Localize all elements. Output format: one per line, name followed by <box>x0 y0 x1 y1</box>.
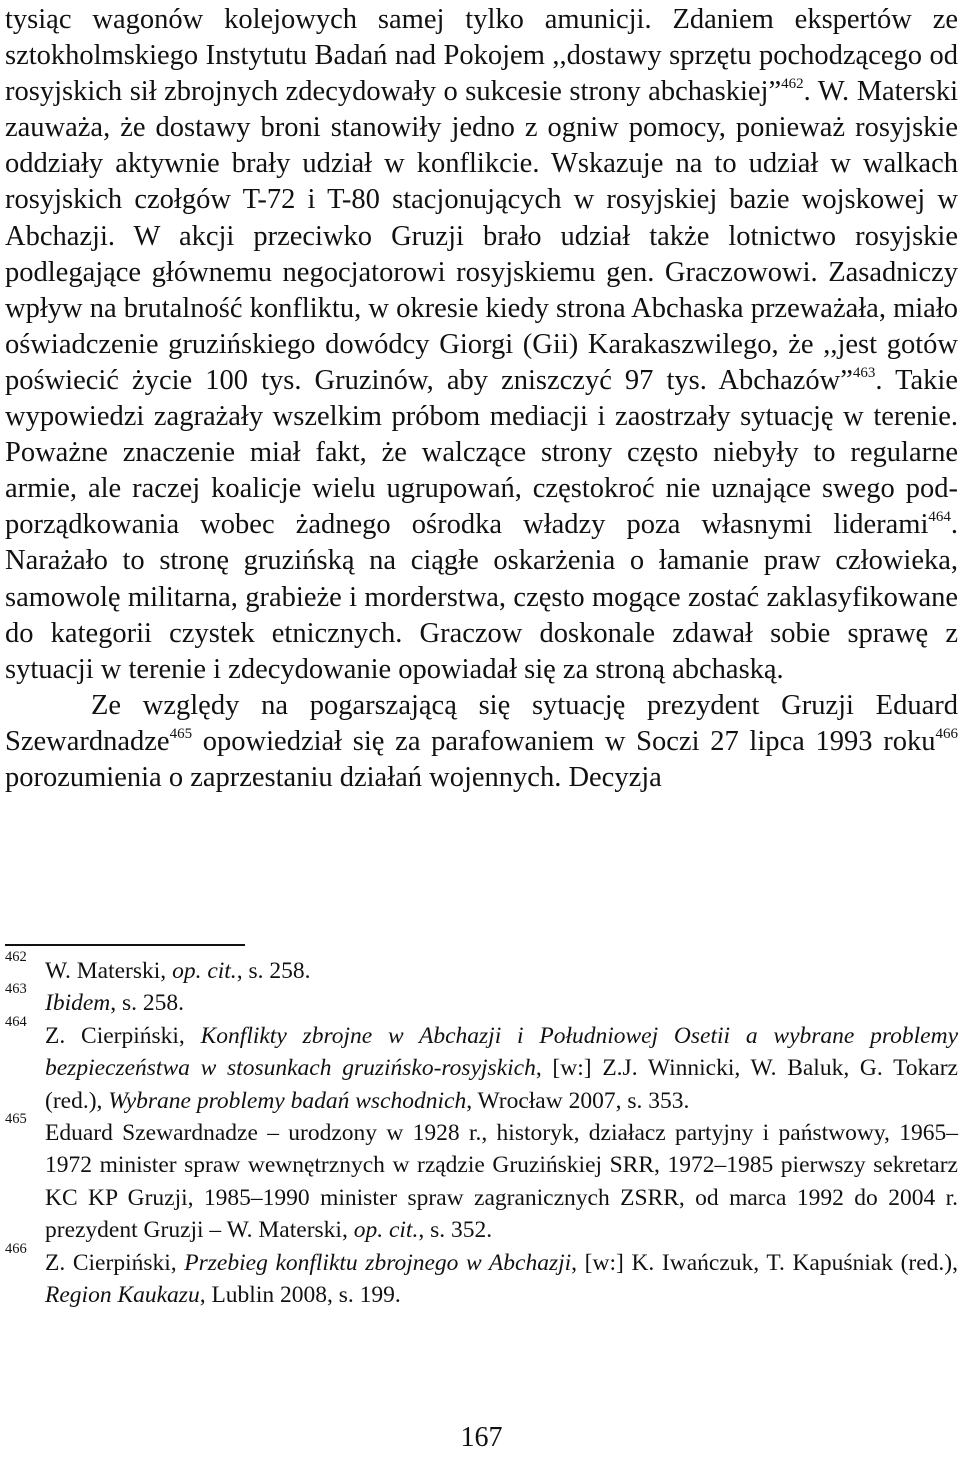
footnote-number: 462 <box>5 949 27 965</box>
footnote-separator <box>5 944 245 946</box>
footnote-462 <box>5 949 958 987</box>
body-paragraph <box>5 688 958 796</box>
footnote-italic: op. cit. <box>353 1217 419 1244</box>
footnote-reference[interactable]: 464 <box>928 509 951 526</box>
footnote-number: 466 <box>5 1240 27 1257</box>
footnote-reference[interactable]: 465 <box>169 725 193 742</box>
footnote-italic: Wybrane problemy badań wschodnich <box>108 1087 467 1114</box>
footnote-italic: Ibidem <box>45 990 111 1017</box>
footnote-text: , Wrocław 2007, s. 353. <box>466 1087 690 1114</box>
footnote-reference[interactable]: 466 <box>935 725 958 742</box>
footnote-text: W. Materski, <box>45 958 173 984</box>
footnote-number: 465 <box>5 1111 27 1128</box>
footnote-466 <box>5 1240 958 1312</box>
footnotes-section <box>5 949 958 1311</box>
body-paragraph <box>5 2 958 688</box>
text-run: . Takie wypowiedzi zagrażały wszelkim próbom mediacji i zaostrzały sytuację w terenie. Poważne znaczenie miał fakt, że walczące strony często niebyły to regularne armie, ale raczej koalicje wielu ugrupowań, częstokroć nie uznające swego podporządkowania wobec żadnego ośrodka władzy poza własnymi liderami <box>5 364 958 541</box>
text-run: tysiąc wagonów kolejowych samej tylko amunicji. Zdaniem ekspertów ze sztokholmskiego Instytutu Badań nad Pokojem ,,dostawy sprzętu pochodzącego od rosyjskich sił zbrojnych zdecydowały o sukcesie strony abchaskiej” <box>5 4 958 108</box>
footnote-italic: Region Kaukazu <box>45 1282 200 1309</box>
footnote-text: Z. Cierpiński, <box>45 1022 201 1049</box>
text-run: . Narażało to stronę gruzińską na ciągłe oskarżenia o łamanie praw człowieka, samowolę militarna, grabieże i morderstwa, często mogące zostać zaklasyfikowane do kategorii czystek etnicznych. Graczow doskonale zdawał sobie sprawę z sytuacji w terenie i zdecydowanie opowiadał się za stroną abchaską. <box>5 509 958 685</box>
main-text <box>5 2 958 796</box>
footnote-text: , s. 258. <box>110 990 185 1017</box>
footnote-italic: Przebieg konfliktu zbrojnego w Abchazji <box>184 1249 572 1276</box>
footnote-italic: Konflikty zbrojne w Abchazji i Południowej Osetii a wybrane problemy bezpieczeństwa w stosunkach gruzińsko-rosyjskich <box>45 1022 958 1082</box>
footnote-text: , s. 258. <box>236 958 311 984</box>
footnote-reference[interactable]: 462 <box>781 76 804 93</box>
footnote-text: Z. Cierpiński, <box>45 1249 185 1276</box>
footnote-464 <box>5 1013 958 1117</box>
text-run: Ze względy na pogarszającą się sytuację prezydent Gruzji Eduard Szewardnadze <box>5 689 958 757</box>
footnote-text: Eduard Szewardnadze – urodzony w 1928 r., historyk, działacz partyjny i państwowy, 1965–1972 minister spraw wewnętrznych w rządzie Gruzińskiej SRR, 1972–1985 pierwszy sekretarz KC KP Gruzji, 1985–1990 minister spraw zagranicznych ZSRR, od marca 1992 do 2004 r. prezydent Gruzji – W. Materski, <box>45 1120 958 1244</box>
page-number: 167 <box>460 1422 503 1453</box>
footnote-number: 464 <box>5 1013 27 1030</box>
footnote-italic: op. cit. <box>172 958 237 984</box>
footnote-number: 463 <box>5 981 27 998</box>
footnote-text: , [w:] Z.J. Winnicki, W. Baluk, G. Tokarz (red.), <box>45 1055 958 1114</box>
document-page <box>5 0 958 1457</box>
footnote-463 <box>5 981 958 1019</box>
text-run: porozumienia o zaprzestaniu działań wojennych. Decyzja <box>5 761 662 793</box>
text-run: . W. Materski zauważa, że dostawy broni stanowiły jedno z ogniw pomocy, ponieważ rosyjskie oddziały aktywnie brały udział w konflikcie. Wskazuje na to udział w walkach rosyjskich czołgów T-72 i T-80 stacjonujących w rosyjskiej bazie wojskowej w Abchazji. W akcji przeciwko Gruzji brało udział także lotnictwo rosyjskie podlegające głównemu negocjatorowi rosyjskiemu gen. Graczowowi. Zasadniczy wpływ na brutalność konfliktu, w okresie kiedy strona Abchaska przeważała, miało oświadczenie gruzińskiego dowódcy Giorgi (Gii) Karakaszwilego, że ,,jest gotów poświecić życie 100 tys. Gruzinów, aby zniszczyć 97 tys. Abchazów” <box>5 76 959 396</box>
footnote-reference[interactable]: 463 <box>852 364 876 381</box>
text-run: opowiedział się za parafowaniem w Soczi 27 lipca 1993 roku <box>192 725 936 757</box>
footnote-text: , s. 352. <box>418 1217 493 1244</box>
footnote-465 <box>5 1111 958 1247</box>
footnote-text: , [w:] K. Iwańczuk, T. Kapuśniak (red.), <box>571 1249 958 1276</box>
footnote-text: , Lublin 2008, s. 199. <box>199 1282 401 1309</box>
